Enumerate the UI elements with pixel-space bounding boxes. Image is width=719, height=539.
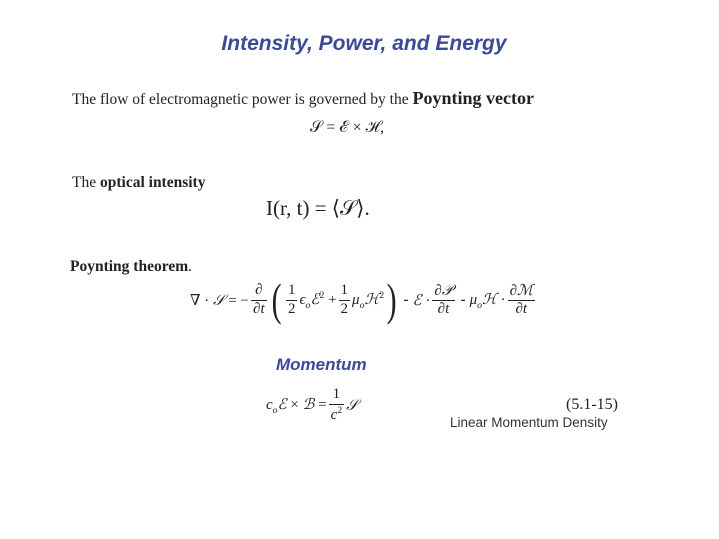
optical-intensity-term: optical intensity xyxy=(99,174,206,191)
eq-divergence: ∇ · 𝒮 = − xyxy=(190,290,250,309)
eq-half-frac-2: $\frac{1}{2}$ xyxy=(340,282,349,317)
optical-the-text: The xyxy=(72,174,97,191)
poynting-intro-text: The flow of electromagnetic power is governed by the xyxy=(72,91,409,108)
momentum-lhs: $c_oℰ$ × ℬ = xyxy=(266,394,327,416)
eq-partial-t-frac: $\frac{\partial}{\partial t}$ xyxy=(253,282,265,317)
momentum-caption: Linear Momentum Density xyxy=(450,415,608,430)
slide-title: Intensity, Power, and Energy xyxy=(221,32,507,55)
momentum-equation xyxy=(266,382,358,428)
momentum-rhs: 𝒮 xyxy=(346,396,358,414)
poynting-intro-line xyxy=(72,88,534,109)
eq-half-frac-1: $\frac{1}{2}$ xyxy=(287,282,296,317)
eq-minus-1: - xyxy=(403,291,409,308)
intensity-equation-text: I(r, t) = ⟨𝒮⟩. xyxy=(266,196,370,220)
eq-polarization-term: ℰ · xyxy=(412,290,431,309)
poynting-equation xyxy=(310,119,384,137)
equation-number: (5.1-15) xyxy=(566,396,618,413)
eq-magnetic-energy: $\mu_oℋ^2$ xyxy=(352,289,385,311)
poynting-theorem-term: Poynting theorem xyxy=(70,258,189,275)
eq-minus-2: - xyxy=(460,291,466,308)
poynting-equation-text: 𝒮 = ℰ × ℋ, xyxy=(310,119,385,136)
intensity-equation xyxy=(266,196,370,221)
optical-intensity-line xyxy=(72,174,205,192)
momentum-frac: $\frac{1}{c^2}$ xyxy=(330,386,343,423)
eq-magnetization-term: $\mu_oℋ$ · xyxy=(469,289,506,311)
eq-polarization-frac: $\frac{\text{∂𝒫}}{\partial t}$ xyxy=(434,280,453,317)
eq-electric-energy: $\epsilon_oℰ^2$ + xyxy=(299,289,337,311)
momentum-title: Momentum xyxy=(276,355,367,374)
poynting-theorem-equation xyxy=(190,276,537,324)
eq-left-paren: ( xyxy=(271,274,282,325)
poynting-vector-term: Poynting vector xyxy=(412,88,534,108)
eq-right-paren: ) xyxy=(386,274,397,325)
poynting-theorem-line xyxy=(70,258,192,276)
poynting-theorem-dot: . xyxy=(188,258,192,275)
eq-magnetization-frac: $\frac{\text{∂ℳ}}{\partial t}$ xyxy=(509,280,534,317)
